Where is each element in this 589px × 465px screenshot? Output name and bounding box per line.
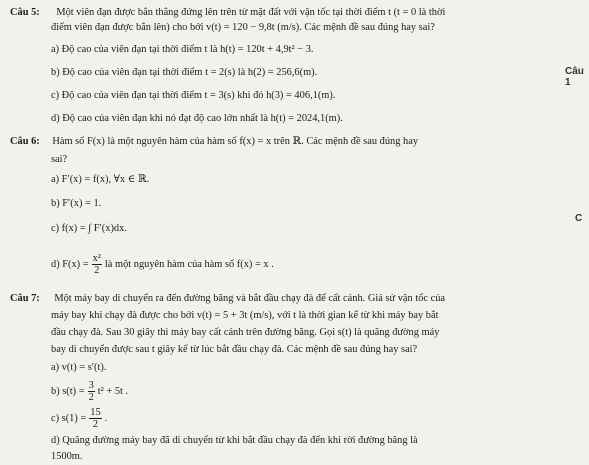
q7-label: Câu 7: <box>10 293 40 304</box>
q5-stem-1: Một viên đạn được bắn thẳng đứng lên trên từ mặt đất với vận tốc tại thời điểm t (t = 0 là thời <box>56 7 446 18</box>
q5-option-c: c) Độ cao của viên đạn tại thời điểm t = 3(s) khi đó h(3) = 406,1(m). <box>51 90 336 101</box>
q7-stem-4: bay di chuyển được sau t giây kể từ lúc bắt đầu chạy đà. Các mệnh đề sau đúng hay sai? <box>51 344 418 355</box>
q5-option-a: a) Độ cao của viên đạn tại thời điểm t là h(t) = 120t + 4,9t² − 3. <box>51 44 314 55</box>
q7-b-numerator: 3 <box>88 380 94 391</box>
q7-option-d-line-2: 1500m. <box>51 451 83 462</box>
q6-stem-line-1 <box>10 135 418 148</box>
q7-b-prefix: b) s(t) = <box>51 386 85 397</box>
q7-stem-3: đầu chạy đà. Sau 30 giây thì máy bay cất cánh trên đường băng. Gọi s(t) là quãng đường máy <box>51 327 440 338</box>
q7-b-suffix: t² + 5t . <box>97 386 129 397</box>
q7-option-a: a) v(t) = s′(t). <box>51 362 107 373</box>
q7-option-c <box>51 407 107 430</box>
q7-b-fraction <box>88 380 95 403</box>
q5-stem-line-1 <box>10 6 445 19</box>
q7-stem-line-1 <box>10 292 445 305</box>
q7-b-denominator: 2 <box>88 392 94 403</box>
q6-option-c: c) f(x) = ∫ F′(x)dx. <box>51 223 127 234</box>
q7-option-b <box>51 380 128 403</box>
q6-label: Câu 6: <box>10 136 40 147</box>
q6-d-fraction <box>92 253 102 276</box>
q7-c-suffix: . <box>104 413 108 424</box>
q7-c-fraction <box>89 407 101 430</box>
side-cau-fragment: Câu 1 <box>565 66 584 88</box>
q7-stem-2: máy bay khi chạy đà được cho bởi v(t) = 5 + 3t (m/s), với t là thời gian kể từ khi máy bay bắt <box>51 310 439 321</box>
q7-c-denominator: 2 <box>92 419 99 430</box>
q7-option-d-line-1: d) Quãng đường máy bay đã di chuyển từ khi bắt đầu chạy đà đến khi rời đường băng là <box>51 435 418 446</box>
q6-stem-2: sai? <box>51 154 68 165</box>
q6-d-denominator: 2 <box>94 265 100 276</box>
q7-c-prefix: c) s(1) = <box>51 413 87 424</box>
q5-stem-2: điểm viên đạn được bắn lên) cho bởi v(t) = 120 − 9,8t (m/s). Các mệnh đề sau đúng hay sai? <box>51 22 435 33</box>
q6-option-d <box>51 253 274 276</box>
q5-label: Câu 5: <box>10 7 40 18</box>
side-c-fragment: C <box>575 213 583 224</box>
q6-option-a: a) F′(x) = f(x), ∀x ∈ ℝ. <box>51 174 150 185</box>
q6-option-b: b) F′(x) = 1. <box>51 198 102 209</box>
q6-d-suffix: là một nguyên hàm của hàm số f(x) = x . <box>104 259 274 270</box>
q7-stem-1: Một máy bay di chuyển ra đến đường băng và bắt đầu chạy đà để cất cánh. Giả sử vận tốc của <box>54 293 446 304</box>
q5-option-b: b) Độ cao của viên đạn tại thời điểm t = 2(s) là h(2) = 256,6(m). <box>51 67 318 78</box>
q6-d-prefix: d) F(x) = <box>51 259 89 270</box>
q7-c-numerator: 15 <box>90 407 101 418</box>
q5-option-d: d) Độ cao của viên đạn khi nó đạt độ cao lớn nhất là h(t) = 2024,1(m). <box>51 113 343 124</box>
q6-d-numerator: x² <box>92 253 101 264</box>
q6-stem-1: Hàm số F(x) là một nguyên hàm của hàm số f(x) = x trên ℝ. Các mệnh đề sau đúng hay <box>52 136 419 147</box>
